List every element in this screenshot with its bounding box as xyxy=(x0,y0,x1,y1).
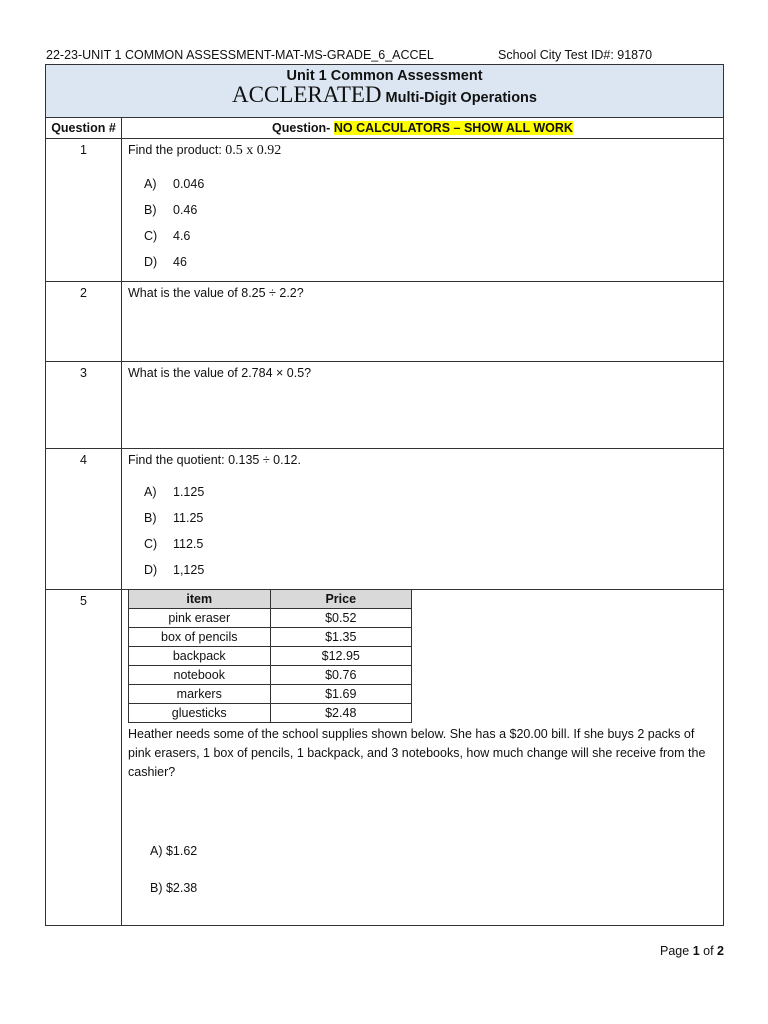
test-id: School City Test ID#: 91870 xyxy=(498,48,653,62)
assessment-subtitle: Multi-Digit Operations xyxy=(385,90,537,106)
table-row: gluesticks $2.48 xyxy=(129,704,412,723)
question-row-4 xyxy=(46,449,724,590)
answer-choice[interactable]: A) $1.62 xyxy=(150,844,198,858)
table-row: backpack $12.95 xyxy=(129,647,412,666)
answer-choices xyxy=(128,177,723,281)
answer-choice[interactable]: B) 0.46 xyxy=(144,203,198,217)
table-row: box of pencils $1.35 xyxy=(129,628,412,647)
answer-choice[interactable]: B) $2.38 xyxy=(150,881,198,895)
column-question-number: Question # xyxy=(46,118,122,139)
answer-choices xyxy=(128,844,723,918)
answer-choice[interactable]: A) 0.046 xyxy=(144,177,205,191)
assessment-table xyxy=(45,64,724,926)
question-text: What is the value of 8.25 ÷ 2.2? xyxy=(122,282,724,362)
answer-choice[interactable]: B) 11.25 xyxy=(144,511,204,525)
question-row-3 xyxy=(46,362,724,449)
question-row-2 xyxy=(46,282,724,362)
table-row: markers $1.69 xyxy=(129,685,412,704)
question-row-5 xyxy=(46,590,724,926)
no-calculators-note: NO CALCULATORS – SHOW ALL WORK xyxy=(333,121,573,135)
question-text: What is the value of 2.784 × 0.5? xyxy=(122,362,724,449)
question-text: Heather needs some of the school supplies shown below. She has a $20.00 bill. If she buys 2 packs of pink erasers, 1 box of pencils, 1 backpack, and 3 notebooks, how much change will she receive from the cashier? xyxy=(128,727,706,779)
accelerated-label: ACCLERATED xyxy=(232,82,382,107)
test-code: 22-23-UNIT 1 COMMON ASSESSMENT-MAT-MS-GRADE_6_ACCEL xyxy=(46,48,434,62)
table-row: pink eraser $0.52 xyxy=(129,609,412,628)
question-text: Find the quotient: 0.135 ÷ 0.12. xyxy=(128,453,301,467)
answer-choice[interactable]: C) 4.6 xyxy=(144,229,191,243)
table-row: notebook $0.76 xyxy=(129,666,412,685)
question-content xyxy=(122,590,724,926)
question-number: 4 xyxy=(46,449,122,590)
question-text: Find the product: xyxy=(128,143,222,157)
assessment-title: Unit 1 Common Assessment xyxy=(286,68,483,84)
page-number: Page 1 of 2 xyxy=(660,944,724,958)
question-number: 1 xyxy=(46,139,122,282)
assessment-header xyxy=(46,65,724,118)
answer-choices xyxy=(128,485,723,589)
question-row-1 xyxy=(46,139,724,282)
price-table-header-item: item xyxy=(129,590,271,609)
price-table-header-price: Price xyxy=(270,590,412,609)
question-content xyxy=(122,139,724,282)
question-number: 5 xyxy=(46,590,122,926)
question-number: 2 xyxy=(46,282,122,362)
question-content xyxy=(122,449,724,590)
answer-choice[interactable]: A) 1.125 xyxy=(144,485,205,499)
column-question: Question- NO CALCULATORS – SHOW ALL WORK xyxy=(122,118,724,139)
question-number: 3 xyxy=(46,362,122,449)
answer-choice[interactable]: D) 1,125 xyxy=(144,563,205,577)
math-expression: 0.5 x 0.92 xyxy=(225,143,282,158)
answer-choice[interactable]: C) 112.5 xyxy=(144,537,204,551)
answer-choice[interactable]: D) 46 xyxy=(144,255,187,269)
price-table xyxy=(128,589,412,723)
